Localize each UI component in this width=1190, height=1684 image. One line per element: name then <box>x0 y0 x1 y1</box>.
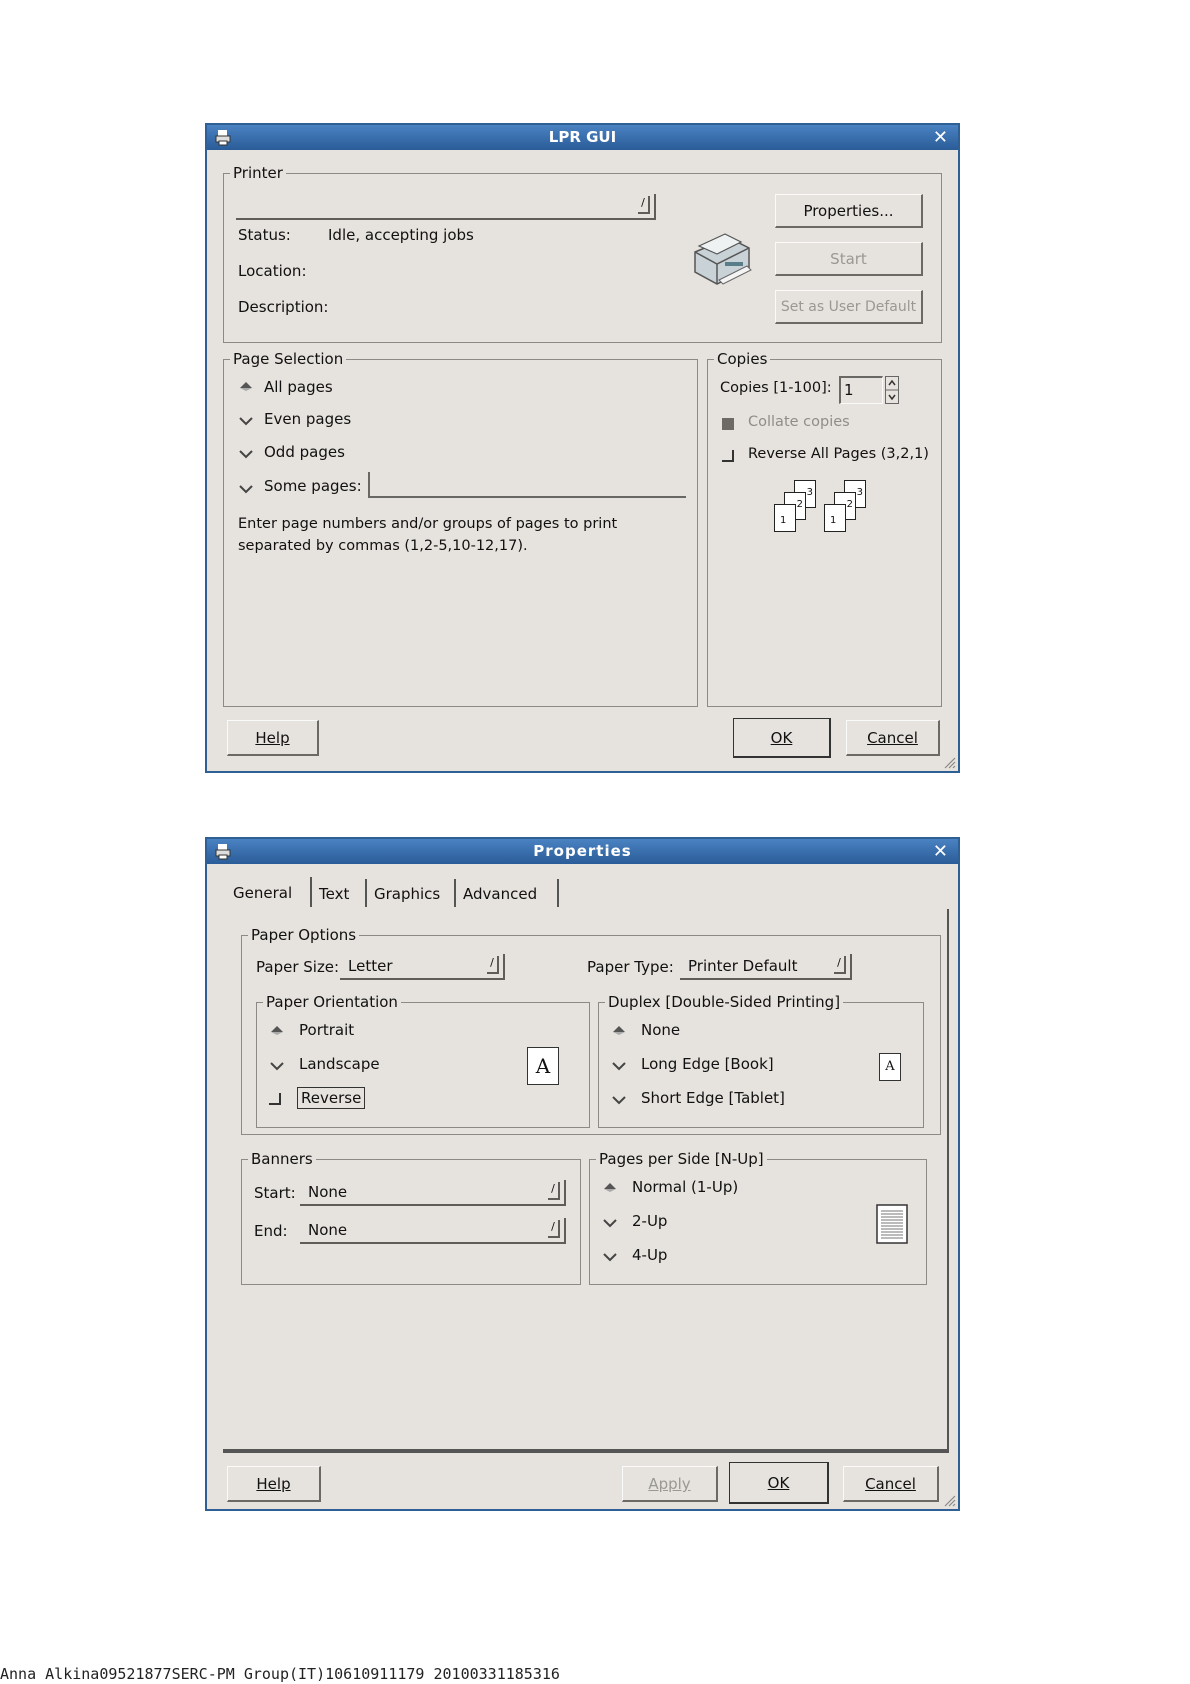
portrait-label[interactable]: Portrait <box>299 1021 355 1039</box>
reverse-label[interactable]: Reverse <box>297 1087 365 1109</box>
dropdown-arrow-icon: / <box>548 1220 560 1238</box>
tab-advanced[interactable]: Advanced <box>463 885 538 903</box>
landscape-label[interactable]: Landscape <box>299 1055 380 1073</box>
dropdown-arrow-icon: / <box>487 956 499 974</box>
paper-options-legend: Paper Options <box>248 926 359 944</box>
properties-window <box>205 837 960 1511</box>
lpr-gui-title: LPR GUI <box>548 128 617 146</box>
paper-type-label: Paper Type: <box>587 958 674 976</box>
duplex-group <box>598 993 924 1128</box>
resize-grip-icon[interactable] <box>942 755 956 769</box>
copies-legend: Copies <box>714 350 770 368</box>
page-selection-hint: Enter page numbers and/or groups of pages to print separated by commas (1,2-5,10-12,17). <box>238 516 618 554</box>
orientation-legend: Paper Orientation <box>263 993 401 1011</box>
location-label: Location: <box>238 262 307 280</box>
resize-grip-icon[interactable] <box>942 1493 956 1507</box>
lpr-gui-window <box>205 123 960 773</box>
help-button[interactable]: Help <box>227 720 319 756</box>
page-icon: 2 <box>834 492 856 520</box>
tab-graphics[interactable]: Graphics <box>374 885 441 903</box>
paper-type-value: Printer Default <box>688 957 798 975</box>
some-pages-input[interactable] <box>368 472 686 498</box>
even-pages-label[interactable]: Even pages <box>264 410 352 428</box>
printer-select[interactable] <box>236 194 656 220</box>
cancel-button[interactable]: Cancel <box>846 720 940 756</box>
printer-app-icon <box>215 842 233 860</box>
lpr-gui-titlebar <box>207 125 958 150</box>
apply-button[interactable]: Apply <box>622 1466 718 1502</box>
tab-text[interactable]: Text <box>319 885 350 903</box>
paper-options-group <box>241 926 941 1135</box>
page-icon: 3 <box>794 480 816 508</box>
cancel-button[interactable]: Cancel <box>843 1466 939 1502</box>
duplex-preview-icon: A <box>879 1053 901 1081</box>
orientation-preview-icon: A <box>527 1047 559 1085</box>
banner-start-select[interactable] <box>300 1180 566 1206</box>
printer-icon <box>689 230 755 290</box>
banner-end-value: None <box>308 1221 348 1239</box>
printer-group-legend: Printer <box>230 164 286 182</box>
radio-unselected-icon[interactable] <box>602 1249 618 1265</box>
document-footer: Anna Alkina09521877SERC-PM Group(IT)10610911179 20100331185316 <box>0 1665 560 1683</box>
page-selection-group <box>223 350 698 707</box>
radio-unselected-icon[interactable] <box>269 1058 285 1074</box>
dropdown-arrow-icon: / <box>638 196 650 214</box>
some-pages-label[interactable]: Some pages: <box>264 477 362 495</box>
radio-unselected-icon[interactable] <box>602 1215 618 1231</box>
paper-type-select[interactable] <box>680 954 852 980</box>
short-edge-label[interactable]: Short Edge [Tablet] <box>641 1089 785 1107</box>
tab-separator <box>454 879 456 907</box>
printer-app-icon <box>215 128 233 146</box>
copies-group <box>707 350 942 707</box>
radio-selected-icon[interactable] <box>269 1023 285 1039</box>
description-label: Description: <box>238 298 329 316</box>
duplex-legend: Duplex [Double-Sided Printing] <box>605 993 843 1011</box>
banner-end-select[interactable] <box>300 1218 566 1244</box>
page-icon: 2 <box>784 492 806 520</box>
radio-unselected-icon[interactable] <box>238 481 254 497</box>
status-value: Idle, accepting jobs <box>328 226 474 244</box>
button-separator <box>223 1451 949 1453</box>
banners-group <box>241 1150 581 1285</box>
banners-legend: Banners <box>248 1150 316 1168</box>
copies-count-value: 1 <box>844 381 854 399</box>
orientation-group <box>256 993 590 1128</box>
collate-checkbox[interactable] <box>722 418 734 430</box>
set-default-button[interactable]: Set as User Default <box>775 290 923 324</box>
tab-separator <box>310 877 312 907</box>
ok-button[interactable]: OK <box>733 718 831 758</box>
radio-unselected-icon[interactable] <box>238 446 254 462</box>
printer-group <box>223 164 942 343</box>
tab-general[interactable]: General <box>233 884 293 902</box>
radio-unselected-icon[interactable] <box>611 1092 627 1108</box>
banner-start-label: Start: <box>254 1184 296 1202</box>
nup-group <box>589 1150 927 1285</box>
nup-normal-label[interactable]: Normal (1-Up) <box>632 1178 739 1196</box>
collate-illustration <box>774 480 884 546</box>
radio-selected-icon[interactable] <box>238 379 254 395</box>
spin-arrows-icon[interactable] <box>885 376 899 404</box>
page-icon: 1 <box>774 504 796 532</box>
reverse-checkbox[interactable] <box>269 1093 281 1105</box>
page-icon: 3 <box>844 480 866 508</box>
radio-selected-icon[interactable] <box>611 1023 627 1039</box>
paper-size-value: Letter <box>348 957 393 975</box>
nup-legend: Pages per Side [N-Up] <box>596 1150 767 1168</box>
close-icon[interactable]: ✕ <box>932 841 948 862</box>
nup-2up-label[interactable]: 2-Up <box>632 1212 668 1230</box>
copies-count-label: Copies [1-100]: <box>720 380 832 396</box>
radio-unselected-icon[interactable] <box>611 1058 627 1074</box>
dropdown-arrow-icon: / <box>548 1182 560 1200</box>
properties-title: Properties <box>533 842 632 860</box>
long-edge-label[interactable]: Long Edge [Book] <box>641 1055 774 1073</box>
banner-end-label: End: <box>254 1222 288 1240</box>
copies-spinbox[interactable] <box>839 376 883 404</box>
ok-button[interactable]: OK <box>729 1462 829 1504</box>
paper-size-select[interactable] <box>340 954 505 980</box>
radio-unselected-icon[interactable] <box>238 413 254 429</box>
status-label: Status: <box>238 226 291 244</box>
properties-titlebar <box>207 839 958 864</box>
tab-separator <box>557 879 559 907</box>
page-icon: 1 <box>824 504 846 532</box>
all-pages-label[interactable]: All pages <box>264 378 333 396</box>
tab-separator <box>365 879 367 907</box>
help-button[interactable]: Help <box>227 1466 321 1502</box>
nup-preview-icon <box>876 1204 908 1244</box>
duplex-none-label[interactable]: None <box>641 1021 681 1039</box>
start-button[interactable]: Start <box>775 242 923 276</box>
odd-pages-label[interactable]: Odd pages <box>264 443 345 461</box>
properties-button[interactable]: Properties... <box>775 194 923 228</box>
dropdown-arrow-icon: / <box>834 956 846 974</box>
nup-4up-label[interactable]: 4-Up <box>632 1246 668 1264</box>
reverse-pages-label[interactable]: Reverse All Pages (3,2,1) <box>748 446 929 462</box>
paper-size-label: Paper Size: <box>256 958 340 976</box>
reverse-pages-checkbox[interactable] <box>722 450 734 462</box>
page-selection-legend: Page Selection <box>230 350 346 368</box>
close-icon[interactable]: ✕ <box>932 127 948 148</box>
banner-start-value: None <box>308 1183 348 1201</box>
radio-selected-icon[interactable] <box>602 1180 618 1196</box>
collate-label[interactable]: Collate copies <box>748 414 850 430</box>
